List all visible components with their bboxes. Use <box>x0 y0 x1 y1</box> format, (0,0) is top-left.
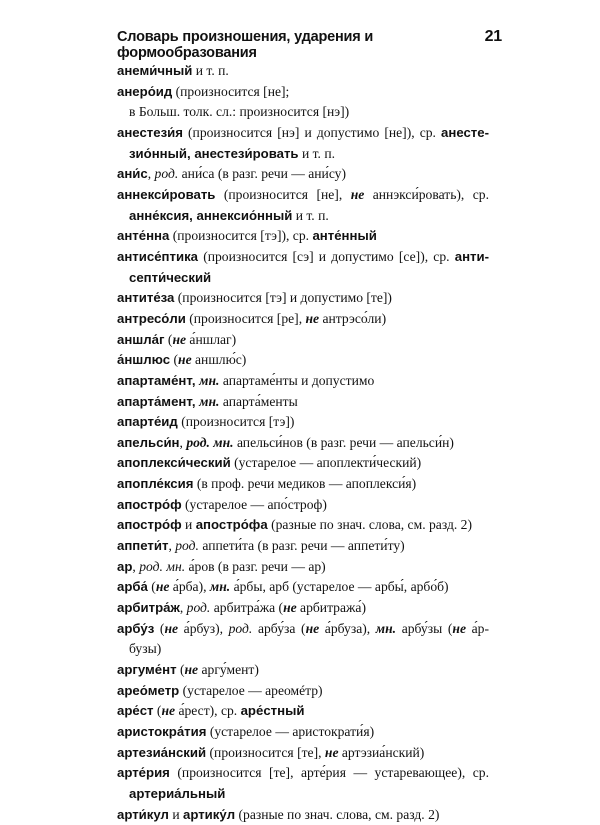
gloss-text: арбу́за ( <box>252 620 306 636</box>
usage-mark: не <box>164 620 179 636</box>
gloss-text: а́рбуза), <box>319 620 376 636</box>
headword: аре́стный <box>240 703 305 719</box>
gloss-text: ( <box>154 620 165 636</box>
gloss-text: (произносится [нэ] и допустимо [не]), ср. <box>182 124 442 140</box>
gloss-text: (произносится [не], <box>215 186 351 202</box>
usage-mark: не <box>184 662 199 678</box>
headword: арба́ <box>117 579 148 595</box>
gloss-text: (произносится [ре], <box>185 310 306 326</box>
usage-mark: не <box>305 310 320 326</box>
gloss-text: , <box>132 558 140 574</box>
headword: апарта́мент, <box>117 393 200 409</box>
gloss-text: а́рест), ср. <box>175 703 241 719</box>
entry-line <box>117 536 489 557</box>
gloss-text: а́ншлаг) <box>186 331 237 347</box>
entry-line <box>117 453 489 474</box>
gloss-text: в Больш. толк. сл.: произносится [нэ]) <box>129 104 350 120</box>
headword: антресо́ли <box>117 310 186 326</box>
usage-mark: не <box>172 331 187 347</box>
entry-line <box>117 82 489 103</box>
entry-line <box>117 619 489 640</box>
usage-mark: не <box>305 620 320 636</box>
headword: ани́с <box>117 166 148 182</box>
headword: анне́ксия, аннексио́нный <box>129 207 293 223</box>
gloss-text: а́ров (в разг. речи — ар) <box>185 558 326 574</box>
gloss-text: (устарелое — ареомéтр) <box>179 682 323 698</box>
entry-line <box>117 598 489 619</box>
gloss-text: а́рба), <box>169 579 210 595</box>
gloss-text: (устарелое — аристократи́я) <box>206 724 375 739</box>
gloss-text: ( <box>170 352 179 368</box>
entry-line <box>117 226 489 247</box>
usage-mark: мн. <box>209 579 231 595</box>
usage-mark: не <box>350 186 365 202</box>
gloss-text: артэзиа́нский) <box>338 744 425 760</box>
grammar-mark: род. <box>228 620 253 636</box>
gloss-text: ( <box>176 662 185 678</box>
entry-line <box>117 123 489 144</box>
entry-line <box>117 743 489 764</box>
gloss-text: и т. п. <box>292 207 329 223</box>
entry-line <box>117 515 489 536</box>
headword: анте́нна <box>117 228 170 244</box>
headword: арти́кул <box>117 806 169 822</box>
grammar-mark: род. <box>175 538 199 554</box>
headword: артику́л <box>183 806 236 822</box>
headword: аргуме́нт <box>117 662 177 678</box>
gloss-text: (произносится [те], арте́рия — устаревающее), ср. <box>169 765 489 781</box>
entry-line <box>117 805 489 825</box>
gloss-text: , <box>168 538 176 554</box>
headword: зио́нный, анестези́ровать <box>129 145 299 161</box>
headword: анти- <box>454 248 489 264</box>
gloss-text: , <box>179 434 187 450</box>
gloss-text: апарта́менты <box>219 393 298 409</box>
headword: анте́нный <box>312 228 377 244</box>
gloss-text: (устарелое — апо́строф) <box>181 496 327 512</box>
gloss-text: (произносится [не]; <box>172 83 290 99</box>
entry-line <box>117 495 489 516</box>
gloss-text: и <box>168 806 183 822</box>
entry-line <box>117 350 489 371</box>
entry-line <box>117 164 489 185</box>
running-head: Словарь произношения, ударения и формообразования <box>117 29 374 61</box>
gloss-text: аншлю́с) <box>191 352 247 368</box>
entry-line <box>117 763 489 784</box>
headword: апоплекси́ческий <box>117 455 231 471</box>
entry-line <box>117 701 489 722</box>
headword: антите́за <box>117 290 175 306</box>
gloss-text: (произносится [тэ]) <box>177 414 295 430</box>
gloss-text: арбитража́) <box>296 600 366 616</box>
headword: арбитра́ж <box>117 600 180 616</box>
gloss-text: аппети́та (в разг. речи — аппети́ту) <box>198 538 405 554</box>
usage-mark: не <box>155 579 170 595</box>
entry-line <box>117 61 489 82</box>
headword: апартаме́нт, <box>117 372 200 388</box>
usage-mark: не <box>283 600 297 616</box>
headword: апопле́ксия <box>117 476 194 492</box>
gloss-text: апартаме́нты и допустимо <box>219 372 375 388</box>
headword: анесте- <box>441 124 489 140</box>
headword: апарте́ид <box>117 414 178 430</box>
gloss-text: а́р- <box>465 620 489 636</box>
entry-line <box>117 185 489 206</box>
gloss-text: а́рбуз), <box>178 620 229 636</box>
entry-line <box>117 557 489 578</box>
headword: артериа́льный <box>129 785 226 801</box>
gloss-text: ( <box>164 331 173 347</box>
gloss-text: (произносится [те], <box>206 744 325 760</box>
entry-line <box>117 412 489 433</box>
entry-line <box>117 268 489 289</box>
gloss-text: (произносится [сэ] и допустимо [се]), ср. <box>198 248 455 264</box>
page-number: 21 <box>484 28 502 45</box>
headword: арте́рия <box>117 765 170 781</box>
usage-mark: мн. <box>375 620 397 636</box>
gloss-text: (разные по знач. слова, см. разд. 2) <box>235 806 440 822</box>
gloss-text: апельси́нов (в разг. речи — апельси́н) <box>233 434 454 450</box>
entry-line <box>117 102 489 123</box>
entry-line <box>117 371 489 392</box>
headword: аппети́т <box>117 538 169 554</box>
gloss-text: арбитра́жа ( <box>210 600 284 616</box>
headword: аристокра́тия <box>117 724 207 739</box>
gloss-text: и т. п. <box>192 63 229 78</box>
gloss-text: (в проф. речи медиков — апоплекси́я) <box>193 476 417 492</box>
gloss-text: ( <box>147 579 156 595</box>
grammar-mark: род. мн. <box>139 558 186 574</box>
entry-line <box>117 474 489 495</box>
entry-line <box>117 681 489 702</box>
entry-line <box>117 309 489 330</box>
grammar-mark: род. <box>186 600 211 616</box>
usage-mark: не <box>452 620 466 636</box>
usage-mark: не <box>178 352 192 368</box>
usage-mark: род. мн. <box>186 434 234 450</box>
headword: ар <box>117 558 133 574</box>
usage-mark: не <box>324 744 339 760</box>
grammar-mark: род. <box>154 166 179 182</box>
headword: артезиа́нский <box>117 744 207 760</box>
headword: аре́ст <box>117 703 154 719</box>
headword: аннекси́ровать <box>117 186 216 202</box>
gloss-text: (устарелое — апоплекти́ческий) <box>230 455 422 471</box>
headword: аншла́г <box>117 331 165 347</box>
headword: арбу́з <box>117 620 155 636</box>
headword: апостро́ф <box>117 496 182 512</box>
gloss-text: аннэкси́ровать), ср. <box>364 186 490 202</box>
entry-line <box>117 330 489 351</box>
headword: а́ншлюс <box>117 352 171 368</box>
gloss-text: , <box>147 166 155 182</box>
headword: септи́ческий <box>129 269 212 285</box>
entry-line <box>117 784 489 805</box>
headword: апельси́н <box>117 434 180 450</box>
gloss-text: ( <box>153 703 162 719</box>
gloss-text: (произносится [тэ] и допустимо [те]) <box>174 290 392 306</box>
usage-mark: не <box>161 703 176 719</box>
headword: антисе́птика <box>117 248 198 264</box>
entry-line <box>117 144 489 165</box>
entry-line <box>117 206 489 227</box>
gloss-text: арбу́зы ( <box>396 620 453 636</box>
gloss-text: аргу́мент) <box>198 662 259 678</box>
gloss-text: ани́са (в разг. речи — ани́су) <box>178 166 347 182</box>
gloss-text: бузы) <box>129 641 162 657</box>
page-header <box>117 28 502 61</box>
headword: анеми́чный <box>117 63 193 78</box>
gloss-text: , <box>179 600 187 616</box>
gloss-text: (произносится [тэ]), ср. <box>169 228 313 244</box>
entry-line <box>117 392 489 413</box>
usage-mark: мн. <box>199 372 220 388</box>
dictionary-entries <box>117 61 489 825</box>
entry-line <box>117 288 489 309</box>
headword: анестези́я <box>117 124 183 140</box>
headword: апостро́фа <box>195 517 268 533</box>
usage-mark: мн. <box>199 393 220 409</box>
gloss-text: и т. п. <box>298 145 336 161</box>
headword: апостро́ф <box>117 517 182 533</box>
entry-line <box>117 577 489 598</box>
entry-line <box>117 722 489 743</box>
entry-line <box>117 639 489 660</box>
gloss-text: антрэсо́ли) <box>319 310 387 326</box>
gloss-text: (разные по знач. слова, см. разд. 2) <box>267 517 472 533</box>
gloss-text: а́рбы, арб (устарелое — арбы́, арбо́б) <box>230 579 449 595</box>
entry-line <box>117 433 489 454</box>
entry-line <box>117 247 489 268</box>
entry-line <box>117 660 489 681</box>
gloss-text: и <box>181 517 196 533</box>
headword: анеро́ид <box>117 83 173 99</box>
headword: арео́метр <box>117 682 180 698</box>
